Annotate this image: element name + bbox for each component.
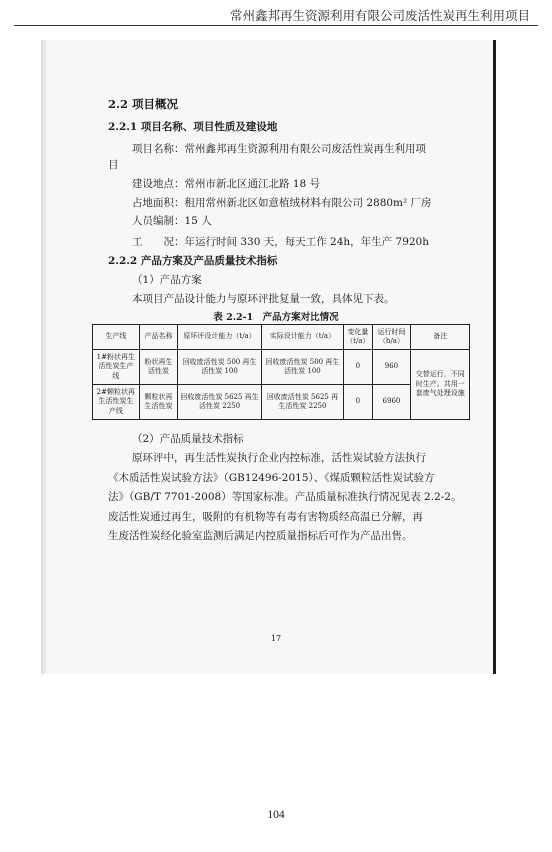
- para2-line5: 生废活性炭经化验室监测后满足内控质量指标后可作为产品出售。: [108, 530, 413, 542]
- item-2-heading: （2）产品质量技术指标: [132, 433, 244, 445]
- cell-actual: 回收废活性炭 500 再生活性炭 100: [261, 350, 343, 385]
- para2-line2: 《木质活性炭试验方法》（GB12496-2015）、《煤质颗粒活性炭试验方: [108, 472, 435, 484]
- cell-orig: 回收废活性炭 5625 再生活性炭 2250: [178, 385, 261, 420]
- subsection-title-1: 2.2.1 项目名称、项目性质及建设地: [108, 121, 278, 133]
- cell-product: 颗粒状再生活性炭: [139, 385, 178, 420]
- cell-orig: 回收废活性炭 500 再生活性炭 100: [178, 350, 261, 385]
- item-1-heading: （1）产品方案: [132, 274, 202, 286]
- th-line: 生产线: [93, 325, 140, 350]
- scan-shadow-edge: [41, 40, 47, 674]
- th-product: 产品名称: [139, 325, 178, 350]
- cell-line: 1#粉状再生活性炭生产线: [93, 350, 140, 385]
- cell-note: 交替运行，不同时生产。共用一套废气处理设施: [411, 350, 470, 420]
- th-hours: 运行时间（h/a）: [372, 325, 411, 350]
- table-caption: 表 2.2-1 产品方案对比情况: [213, 312, 339, 323]
- project-name-line2: 目: [108, 159, 119, 171]
- para2-line3: 法》（GB/T 7701-2008）等国家标准。产品质量标准执行情况见表 2.2-2。: [108, 491, 462, 503]
- area-line: 占地面积：租用常州新北区如意植绒材料有限公司 2880m² 厂房: [132, 197, 432, 209]
- cell-product: 粉状再生活性炭: [139, 350, 178, 385]
- location-line: 建设地点：常州市新北区通江北路 18 号: [132, 178, 321, 190]
- product-plan-table: [92, 324, 470, 420]
- table-header-row: [93, 325, 470, 350]
- cell-change: 0: [344, 350, 372, 385]
- staff-line: 人员编制：15 人: [132, 215, 212, 227]
- para2-line1: 原环评中，再生活性炭执行企业内控标准，活性炭试验方法执行: [132, 452, 426, 464]
- cell-hours: 6960: [372, 385, 411, 420]
- project-name-line1: 项目名称：常州鑫邦再生资源利用有限公司废活性炭再生利用项: [132, 143, 426, 155]
- cell-change: 0: [344, 385, 372, 420]
- th-actual: 实际设计能力（t/a）: [261, 325, 343, 350]
- section-title: 2.2 项目概况: [108, 97, 179, 111]
- schedule-line: 工 况：年运行时间 330 天，每天工作 24h，年生产 7920h: [132, 236, 429, 248]
- subsection-title-2: 2.2.2 产品方案及产品质量技术指标: [108, 255, 278, 267]
- page-number: 104: [267, 809, 285, 821]
- cell-line: 2#颗粒状再生活性炭生产线: [93, 385, 140, 420]
- th-change: 变化量（t/a）: [344, 325, 372, 350]
- header-divider: [14, 25, 538, 26]
- para2-line4: 废活性炭通过再生，吸附的有机物等有毒有害物质经高温已分解，再: [108, 511, 423, 523]
- cell-actual: 回收废活性炭 5625 再生活性炭 2250: [261, 385, 343, 420]
- table-row: [93, 350, 470, 385]
- header-title: 常州鑫邦再生资源利用有限公司废活性炭再生利用项目: [229, 8, 530, 23]
- item-1-text: 本项目产品设计能力与原环评批复量一致，具体见下表。: [132, 293, 395, 305]
- inner-page-number: 17: [270, 634, 282, 643]
- th-note: 备注: [411, 325, 470, 350]
- cell-hours: 960: [372, 350, 411, 385]
- th-orig: 原环评设计能力（t/a）: [178, 325, 261, 350]
